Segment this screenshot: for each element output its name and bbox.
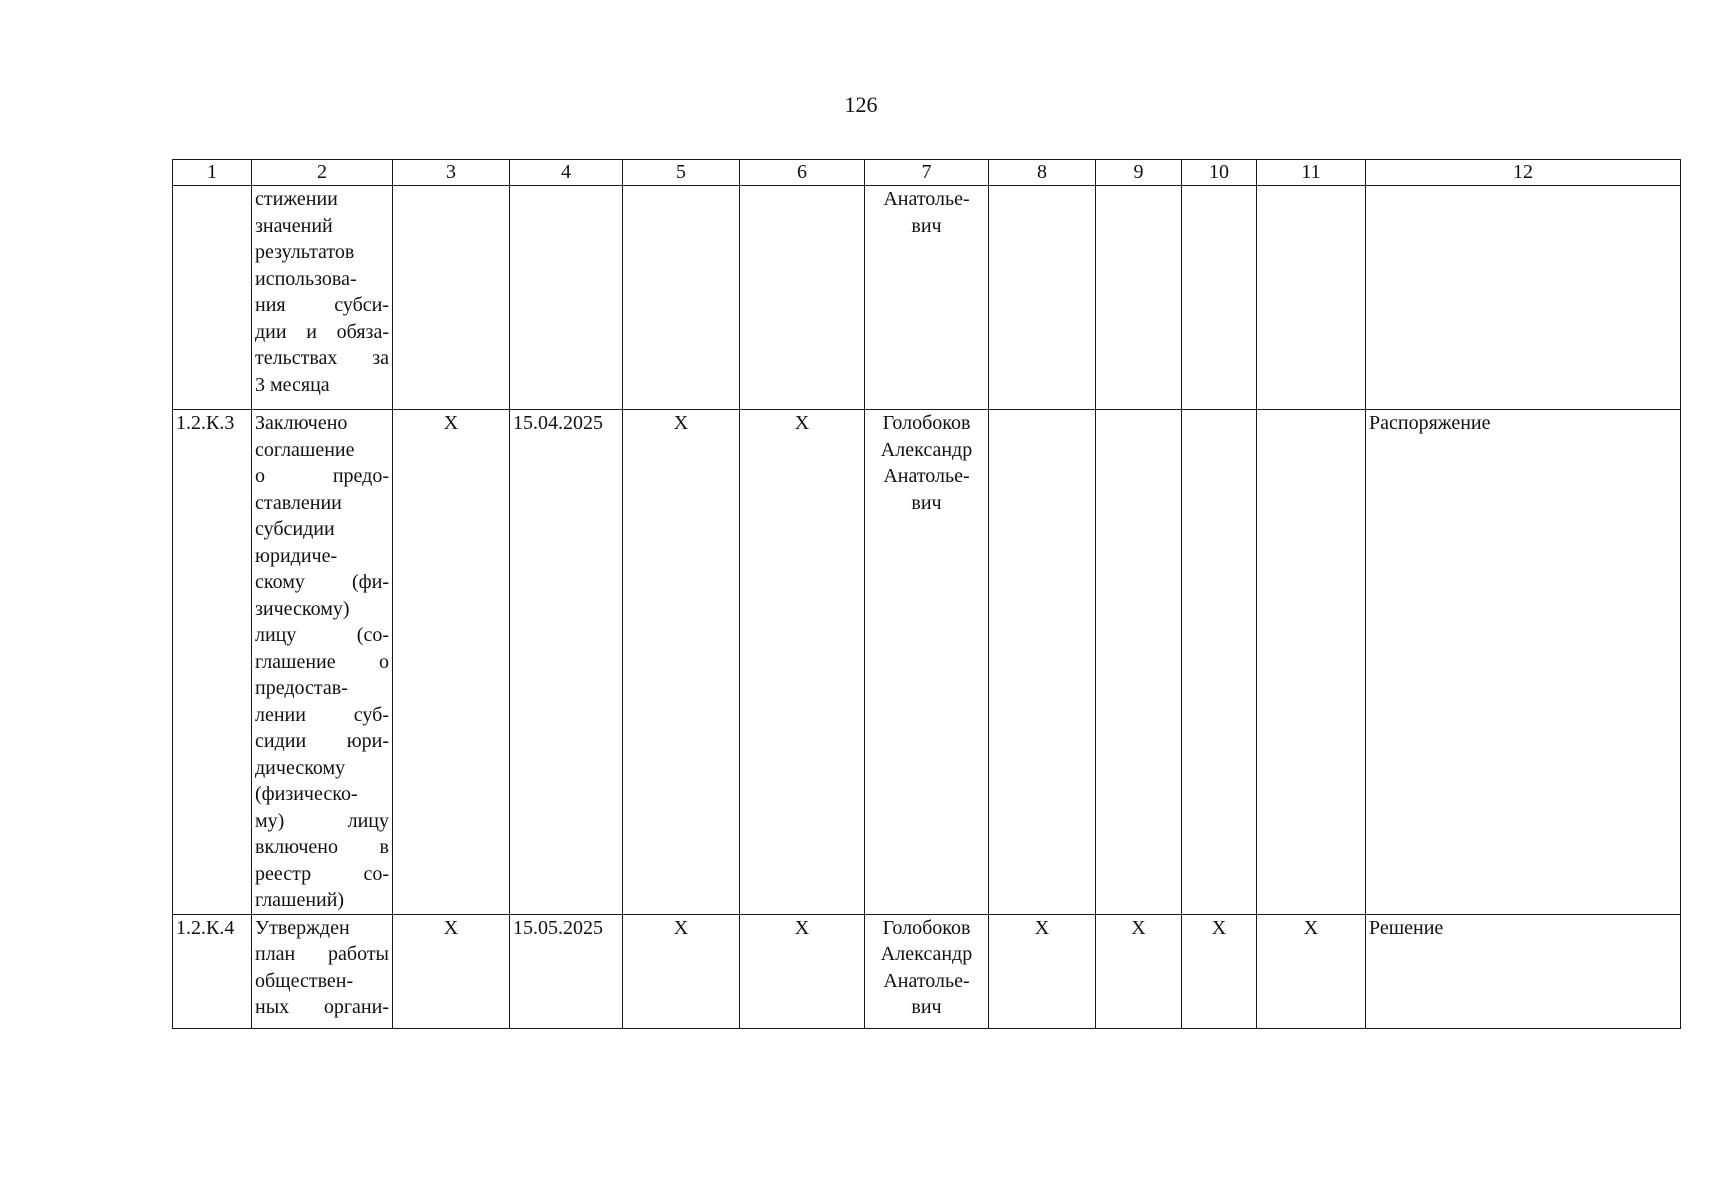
col8-cell: X xyxy=(989,914,1096,1028)
responsible-person-line: Александр xyxy=(880,438,973,461)
description-line: стижении xyxy=(255,188,338,210)
responsible-person-line: Александр xyxy=(880,943,973,965)
description-line: использова- xyxy=(255,267,357,290)
col5-cell: X xyxy=(623,410,740,915)
description-line: дии и обяза- xyxy=(255,320,389,343)
row-code-cell: 1.2.К.4 xyxy=(173,914,252,1028)
column-header: 6 xyxy=(740,160,865,186)
column-header: 1 xyxy=(173,160,252,186)
description-line: лицу (со- xyxy=(255,624,389,646)
table-header-row xyxy=(173,160,1681,186)
description-line: скому (фи- xyxy=(255,571,389,593)
responsible-person-cell xyxy=(865,914,989,1028)
description-line: Утвержден xyxy=(255,916,350,939)
col10-cell xyxy=(1182,186,1257,410)
row-code-cell xyxy=(173,186,252,410)
description-line: результатов xyxy=(255,241,355,263)
description-line: дическому xyxy=(255,756,346,779)
page-number: 126 xyxy=(844,92,878,117)
description-line: сидии юри- xyxy=(255,730,389,752)
responsible-person-line: Анатолье- xyxy=(883,465,970,487)
description-line: ных органи- xyxy=(255,996,389,1018)
col11-cell xyxy=(1257,186,1366,410)
description-line: ставлении xyxy=(255,491,342,514)
date-cell: 15.05.2025 xyxy=(510,914,623,1028)
responsible-person-line: Голобоков xyxy=(882,916,971,939)
column-header: 2 xyxy=(252,160,393,186)
col6-cell: X xyxy=(740,914,865,1028)
document-type-cell: Решение xyxy=(1366,914,1681,1028)
description-line: субсидии xyxy=(255,518,335,540)
column-header: 10 xyxy=(1182,160,1257,186)
column-header: 4 xyxy=(510,160,623,186)
description-line: обществен- xyxy=(255,969,354,992)
col6-cell xyxy=(740,186,865,410)
description-cell xyxy=(252,186,393,410)
column-header: 11 xyxy=(1257,160,1366,186)
data-table xyxy=(172,159,1681,1029)
table-row xyxy=(173,186,1681,410)
responsible-person-line: Анатолье- xyxy=(883,969,970,992)
description-line: Заключено xyxy=(255,412,348,434)
responsible-person-line: Анатолье- xyxy=(883,188,970,210)
description-line: реестр со- xyxy=(255,862,389,885)
col8-cell xyxy=(989,410,1096,915)
col9-cell: X xyxy=(1096,914,1182,1028)
col8-cell xyxy=(989,186,1096,410)
description-line: юридиче- xyxy=(255,544,338,567)
description-line: включено в xyxy=(255,836,389,858)
col9-cell xyxy=(1096,410,1182,915)
col3-cell: X xyxy=(393,914,510,1028)
responsible-person-line: Голобоков xyxy=(882,412,971,434)
description-line: лении суб- xyxy=(255,703,389,726)
description-line: соглашение xyxy=(255,438,355,461)
column-header: 12 xyxy=(1366,160,1681,186)
responsible-person-cell xyxy=(865,186,989,410)
col3-cell: X xyxy=(393,410,510,915)
table-row xyxy=(173,410,1681,915)
col5-cell xyxy=(623,186,740,410)
row-code-cell: 1.2.К.3 xyxy=(173,410,252,915)
column-header: 9 xyxy=(1096,160,1182,186)
description-line: план работы xyxy=(255,943,389,965)
col5-cell: X xyxy=(623,914,740,1028)
description-line: значений xyxy=(255,214,333,237)
description-line: предостав- xyxy=(255,677,348,699)
col10-cell: X xyxy=(1182,914,1257,1028)
table-body xyxy=(173,186,1681,1029)
date-cell: 15.04.2025 xyxy=(510,410,623,915)
description-line: о предо- xyxy=(255,465,389,487)
col11-cell: X xyxy=(1257,914,1366,1028)
description-cell xyxy=(252,410,393,915)
responsible-person-line: вич xyxy=(911,214,942,237)
column-header: 3 xyxy=(393,160,510,186)
description-line: (физическо- xyxy=(255,783,358,805)
description-line: му) лицу xyxy=(255,809,389,832)
col11-cell xyxy=(1257,410,1366,915)
responsible-person-line: вич xyxy=(911,996,942,1018)
col3-cell xyxy=(393,186,510,410)
column-header: 5 xyxy=(623,160,740,186)
col10-cell xyxy=(1182,410,1257,915)
responsible-person-line: вич xyxy=(911,491,942,514)
description-line: тельствах за xyxy=(255,347,389,369)
column-header: 8 xyxy=(989,160,1096,186)
description-line: зическому) xyxy=(255,597,350,620)
column-header: 7 xyxy=(865,160,989,186)
description-line: глашений) xyxy=(255,889,345,911)
description-cell xyxy=(252,914,393,1028)
description-line: глашение о xyxy=(255,650,389,673)
document-type-cell: Распоряжение xyxy=(1366,410,1681,915)
description-line: 3 месяца xyxy=(255,373,330,396)
description-line: ния субси- xyxy=(255,294,389,316)
date-cell xyxy=(510,186,623,410)
responsible-person-cell xyxy=(865,410,989,915)
document-type-cell xyxy=(1366,186,1681,410)
table-row xyxy=(173,914,1681,1028)
col9-cell xyxy=(1096,186,1182,410)
col6-cell: X xyxy=(740,410,865,915)
